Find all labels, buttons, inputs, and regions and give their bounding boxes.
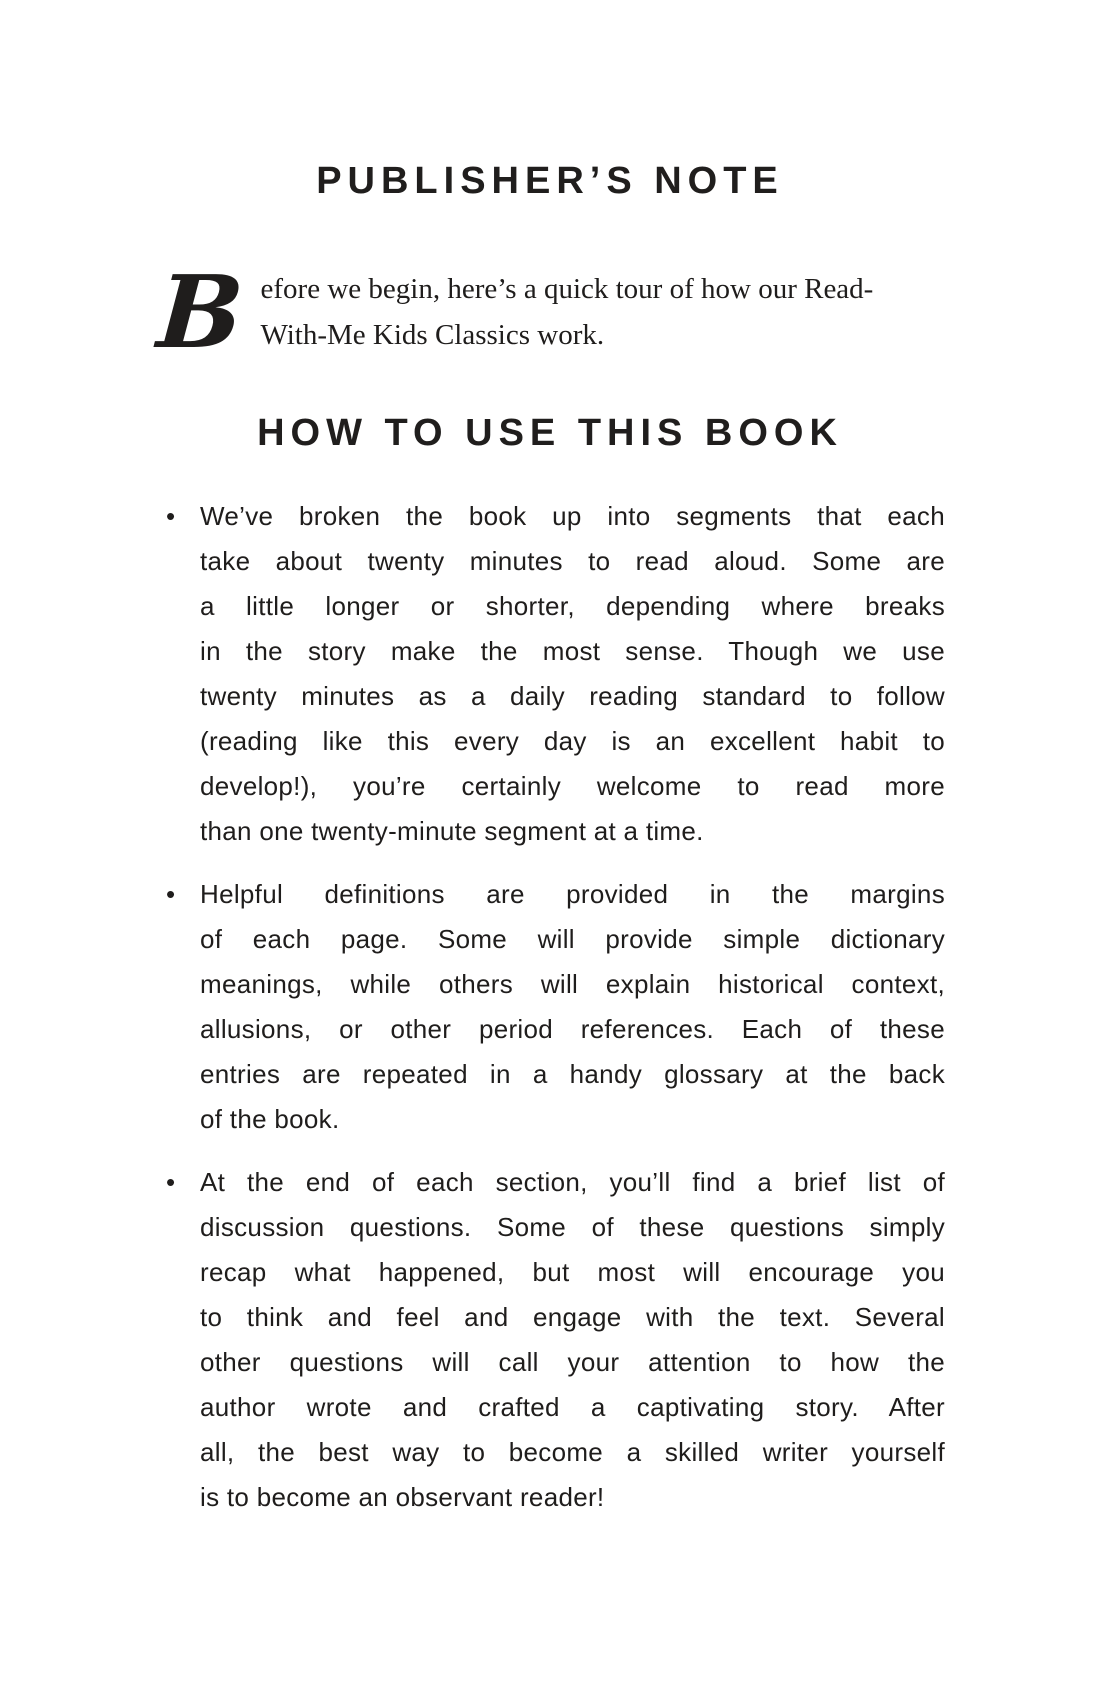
- text-line: other questions will call your attention to how the: [200, 1347, 945, 1377]
- intro-line-1: efore we begin, here’s a quick tour of how our Read-: [260, 273, 874, 305]
- bullet-marker: •: [166, 879, 176, 909]
- text-line: meanings, while others will explain historical context,: [200, 969, 945, 999]
- text-line: At the end of each section, you’ll find a brief list of: [200, 1167, 945, 1197]
- bullet-item-discussion-questions: [165, 1160, 945, 1520]
- intro-line-2: With-Me Kids Classics work.: [260, 319, 605, 351]
- bullet-item-definitions: [165, 872, 945, 1142]
- section-heading: HOW TO USE THIS BOOK: [257, 412, 843, 454]
- text-line: allusions, or other period references. Each of these: [200, 1014, 945, 1044]
- bullet-item-segments: [165, 494, 945, 854]
- drop-cap: B: [154, 253, 247, 371]
- bullet-marker: •: [166, 1167, 176, 1197]
- intro-paragraph: [154, 253, 958, 371]
- text-line: (reading like this every day is an excellent habit to: [200, 726, 945, 756]
- text-line: We’ve broken the book up into segments that each: [200, 501, 945, 531]
- text-line: in the story make the most sense. Though we use: [200, 636, 945, 666]
- text-line: author wrote and crafted a captivating story. After: [200, 1392, 945, 1422]
- page-title: PUBLISHER’S NOTE: [316, 160, 784, 202]
- text-line: develop!), you’re certainly welcome to read more: [200, 771, 945, 801]
- text-line: of the book.: [200, 1104, 340, 1134]
- text-line: Helpful definitions are provided in the margins: [200, 879, 945, 909]
- text-line: take about twenty minutes to read aloud. Some are: [200, 546, 945, 576]
- text-line: of each page. Some will provide simple dictionary: [200, 924, 945, 954]
- text-line: twenty minutes as a daily reading standard to follow: [200, 681, 945, 711]
- text-line: recap what happened, but most will encourage you: [200, 1257, 945, 1287]
- text-line: discussion questions. Some of these questions simply: [200, 1212, 945, 1242]
- text-line: is to become an observant reader!: [200, 1482, 605, 1512]
- text-line: entries are repeated in a handy glossary at the back: [200, 1059, 945, 1089]
- text-line: a little longer or shorter, depending where breaks: [200, 591, 945, 621]
- bullet-list: [165, 494, 945, 1538]
- text-line: than one twenty-minute segment at a time.: [200, 816, 704, 846]
- bullet-marker: •: [166, 501, 176, 531]
- text-line: to think and feel and engage with the text. Several: [200, 1302, 945, 1332]
- text-line: all, the best way to become a skilled writer yourself: [200, 1437, 945, 1467]
